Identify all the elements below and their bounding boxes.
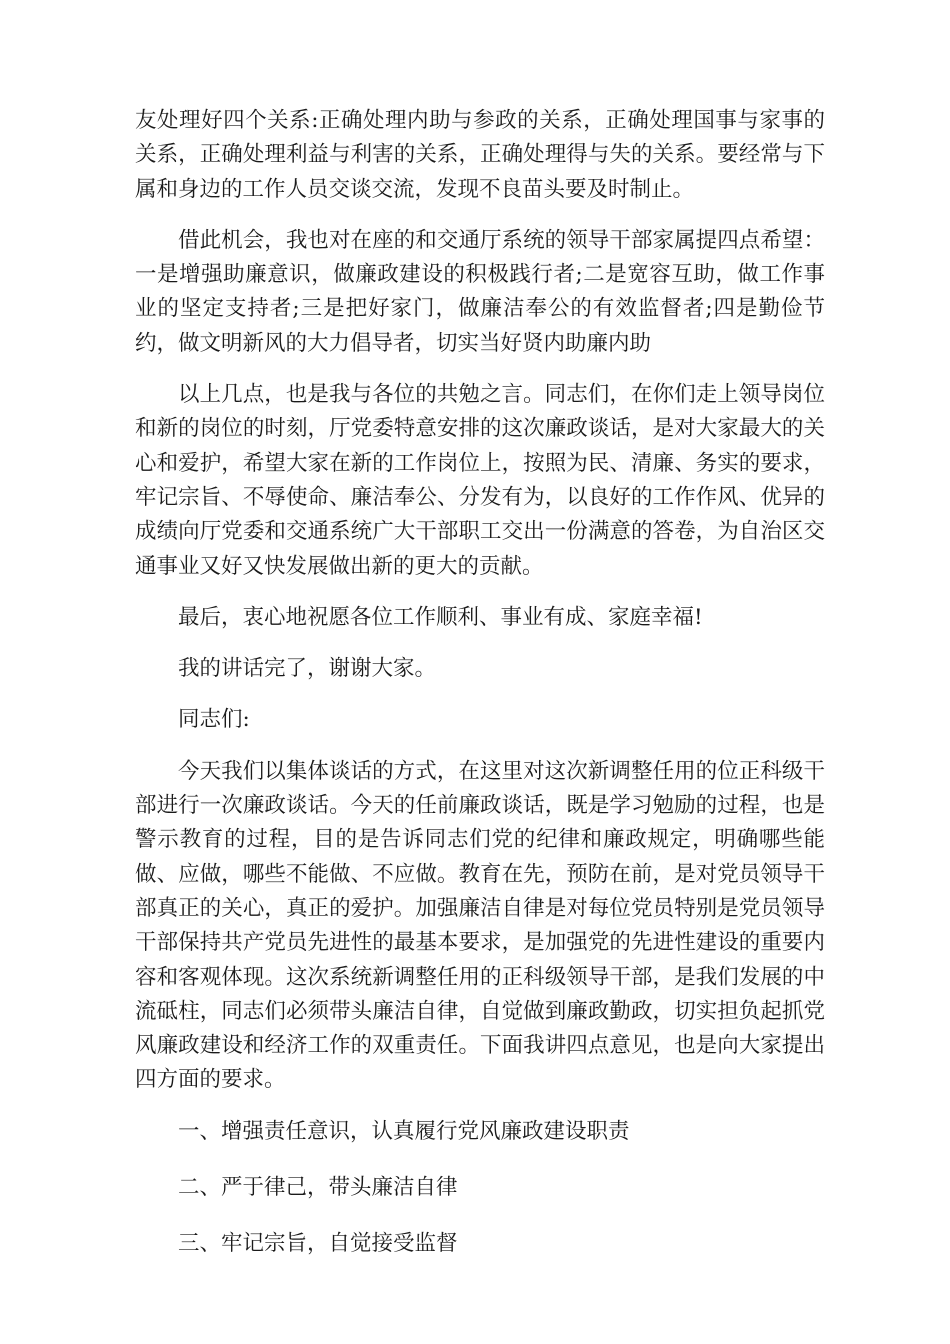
section-heading-1: 一、增强责任意识，认真履行党风廉政建设职责 <box>178 1118 630 1144</box>
section-heading-2: 二、严于律己，带头廉洁自律 <box>178 1175 458 1201</box>
paragraph-closing: 我的讲话完了，谢谢大家。 <box>178 656 437 682</box>
document-body <box>135 104 825 1284</box>
paragraph-salutation: 同志们: <box>178 707 250 733</box>
section-heading-3: 三、牢记宗旨，自觉接受监督 <box>178 1231 458 1257</box>
paragraph-speech-intro: 今天我们以集体谈话的方式，在这里对这次新调整任用的位正科级干部进行一次廉政谈话。今天的任前廉政谈话，既是学习勉励的过程，也是警示教育的过程，目的是告诉同志们党的纪律和廉政规定，明确哪些能做、应做，哪些不能做、不应做。教育在先，预防在前，是对党员领导干部真正的关心，真正的爱护。加强廉洁自律是对每位党员特别是党员领导干部保持共产党员先进性的最基本要求，是加强党的先进性建设的重要内容和客观体现。这次系统新调整任用的正科级领导干部，是我们发展的中流砥柱，同志们必须带头廉洁自律，自觉做到廉政勤政，切实担负起抓党风廉政建设和经济工作的双重责任。下面我讲四点意见，也是向大家提出四方面的要求。 <box>135 758 825 1093</box>
paragraph-family-hopes: 借此机会，我也对在座的和交通厅系统的领导干部家属提四点希望：一是增强助廉意识，做廉政建设的积极践行者;二是宽容互助，做工作事业的坚定支持者;三是把好家门，做廉洁奉公的有效监督者;四是勤俭节约，做文明新风的大力倡导者，切实当好贤内助廉内助 <box>135 227 825 356</box>
paragraph-encouragement: 以上几点，也是我与各位的共勉之言。同志们，在你们走上领导岗位和新的岗位的时刻，厅党委特意安排的这次廉政谈话，是对大家最大的关心和爱护，希望大家在新的工作岗位上，按照为民、清廉、务实的要求，牢记宗旨、不辱使命、廉洁奉公、分发有为，以良好的工作作风、优异的成绩向厅党委和交通系统广大干部职工交出一份满意的答卷，为自治区交通事业又好又快发展做出新的更大的贡献。 <box>135 382 825 579</box>
paragraph-wishes: 最后，衷心地祝愿各位工作顺利、事业有成、家庭幸福! <box>178 604 703 630</box>
paragraph-continuation: 友处理好四个关系:正确处理内助与参政的关系，正确处理国事与家事的关系，正确处理利益与利害的关系，正确处理得与失的关系。要经常与下属和身边的工作人员交谈交流，发现不良苗头要及时制止。 <box>135 108 825 202</box>
